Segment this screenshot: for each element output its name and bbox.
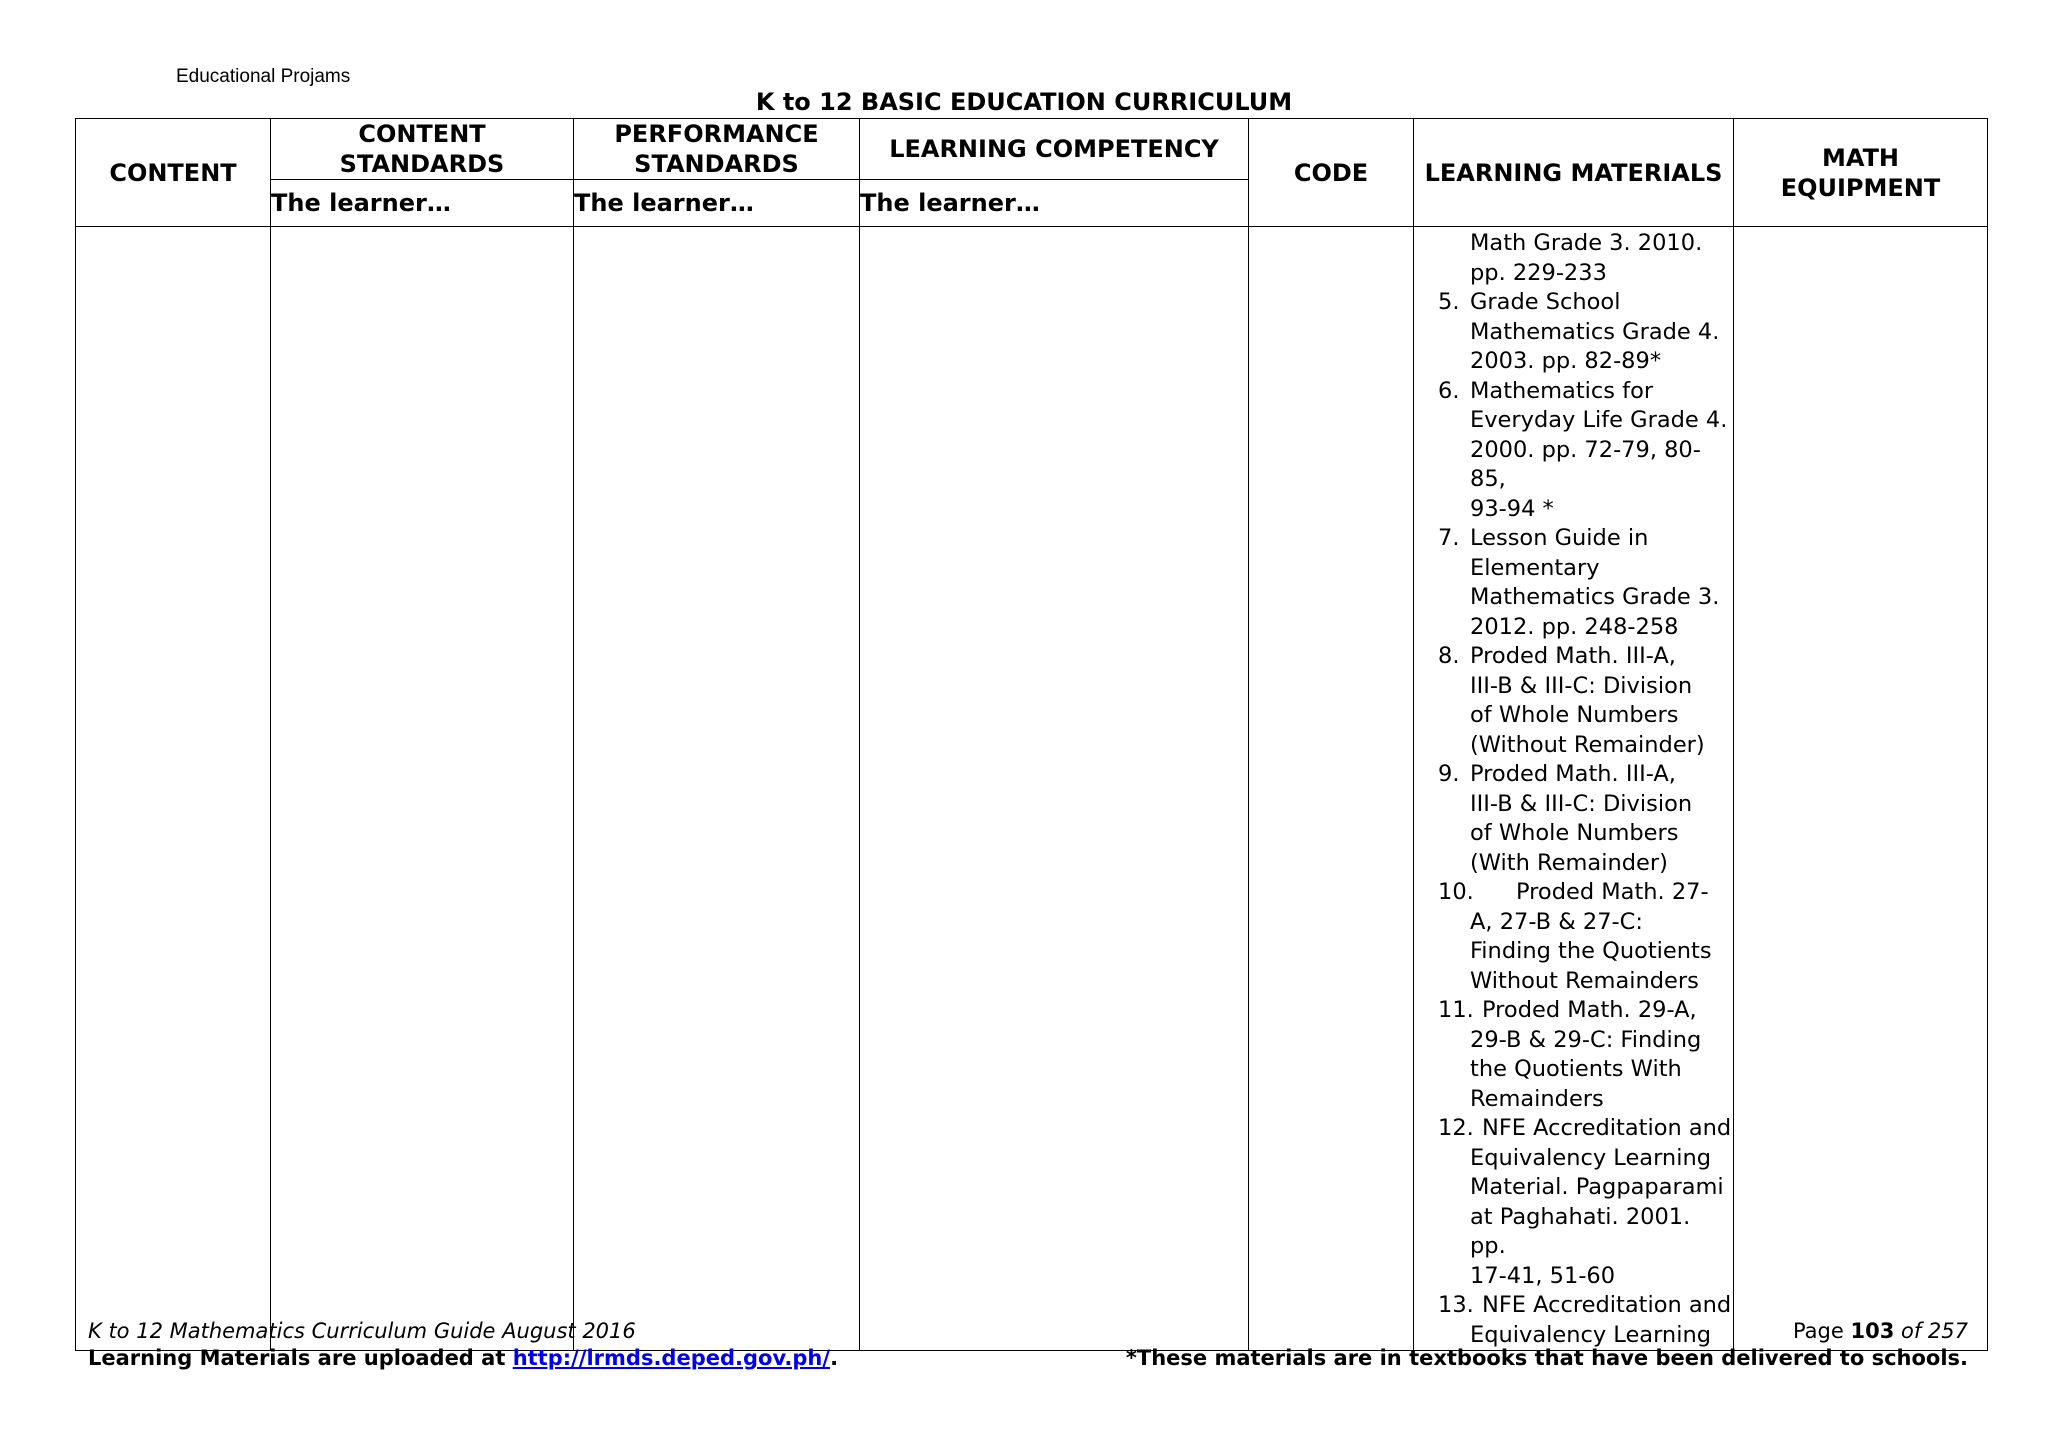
material-line: Mathematics Grade 4. xyxy=(1470,318,1720,345)
material-line: Grade School xyxy=(1470,289,1621,315)
material-item xyxy=(1438,642,1733,760)
material-number: 13. xyxy=(1438,1292,1474,1318)
material-line: of Whole Numbers xyxy=(1470,702,1679,728)
material-number: 10. xyxy=(1438,879,1474,905)
material-line: Equivalency Learning xyxy=(1470,1144,1711,1171)
footer-textbook-note: *These materials are in textbooks that have been delivered to schools. xyxy=(1125,1346,1968,1370)
materials-continuation-line: Math Grade 3. 2010. xyxy=(1470,230,1703,256)
material-line: 2012. pp. 248-258 xyxy=(1470,613,1679,640)
material-line: Material. Pagpaparami xyxy=(1470,1174,1724,1200)
learner-label-performance-standards: The learner… xyxy=(574,180,860,227)
learning-materials-list xyxy=(1414,227,1733,1350)
material-line: 93-94 * xyxy=(1470,495,1554,522)
material-line: (Without Remainder) xyxy=(1470,731,1705,758)
header-content-standards: CONTENT STANDARDS xyxy=(271,119,574,180)
material-number: 5. xyxy=(1438,289,1460,315)
material-item xyxy=(1438,878,1733,996)
material-line: Everyday Life Grade 4. xyxy=(1470,407,1728,433)
material-line: Proded Math. III-A, xyxy=(1470,643,1676,669)
material-number: 8. xyxy=(1438,643,1460,669)
page-indicator: Page 103 of 257 xyxy=(1792,1319,1968,1343)
material-line: Finding the Quotients xyxy=(1470,938,1712,964)
header-performance-standards: PERFORMANCE STANDARDS xyxy=(574,119,860,180)
header-content: CONTENT xyxy=(76,119,271,227)
material-line: Mathematics for xyxy=(1470,377,1654,404)
material-line: Proded Math. 27- xyxy=(1516,879,1709,905)
cell-learning-materials xyxy=(1414,227,1734,1351)
watermark-text: Educational Projams xyxy=(176,66,351,87)
material-line: Without Remainders xyxy=(1470,967,1699,994)
material-number: 7. xyxy=(1438,525,1460,551)
curriculum-table xyxy=(75,118,1988,1351)
document-title: K to 12 BASIC EDUCATION CURRICULUM xyxy=(755,88,1293,116)
material-line: the Quotients With xyxy=(1470,1056,1682,1082)
material-line: NFE Accreditation and xyxy=(1482,1292,1732,1318)
material-line: Elementary xyxy=(1470,554,1600,581)
material-line: Lesson Guide in xyxy=(1470,525,1649,551)
material-line: (With Remainder) xyxy=(1470,849,1668,876)
learner-label-learning-competency: The learner… xyxy=(860,180,1249,227)
material-line: 29-B & 29-C: Finding xyxy=(1470,1026,1702,1053)
material-line: 17-41, 51-60 xyxy=(1470,1262,1616,1289)
material-line: NFE Accreditation and xyxy=(1482,1115,1732,1141)
material-line: at Paghahati. 2001. pp. xyxy=(1470,1203,1691,1259)
footer-left xyxy=(88,1318,838,1372)
material-item xyxy=(1438,760,1733,878)
header-learning-competency: LEARNING COMPETENCY xyxy=(860,119,1249,180)
material-line: 2000. pp. 72-79, 80-85, xyxy=(1470,436,1701,492)
material-line: III-B & III-C: Division xyxy=(1470,790,1693,817)
material-line: Remainders xyxy=(1470,1085,1604,1112)
header-math-equipment: MATH EQUIPMENT xyxy=(1734,119,1988,227)
material-line: Mathematics Grade 3. xyxy=(1470,584,1720,610)
material-number: 11. xyxy=(1438,997,1474,1023)
material-number: 12. xyxy=(1438,1115,1474,1141)
header-learning-materials: LEARNING MATERIALS xyxy=(1414,119,1734,227)
material-line: 2003. pp. 82-89* xyxy=(1470,348,1662,374)
material-line: A, 27-B & 27-C: xyxy=(1470,908,1643,935)
material-item xyxy=(1438,288,1733,377)
material-line: III-B & III-C: Division xyxy=(1470,672,1693,699)
material-line: Proded Math. 29-A, xyxy=(1482,997,1697,1023)
cell-performance-standards xyxy=(574,227,860,1351)
cell-content xyxy=(76,227,271,1351)
material-number: 6. xyxy=(1438,377,1460,404)
material-item xyxy=(1438,377,1733,525)
material-item xyxy=(1438,524,1733,642)
material-item xyxy=(1438,996,1733,1114)
page-number: 103 xyxy=(1850,1319,1895,1343)
cell-learning-competency xyxy=(860,227,1249,1351)
footer-guide-title: K to 12 Mathematics Curriculum Guide August 2016 xyxy=(88,1319,636,1343)
material-number: 9. xyxy=(1438,761,1460,787)
footer-upload-note: Learning Materials are uploaded at http://lrmds.deped.gov.ph/. xyxy=(88,1346,839,1370)
header-code: CODE xyxy=(1249,119,1414,227)
footer-right xyxy=(1126,1318,1968,1372)
material-item xyxy=(1438,1114,1733,1291)
cell-math-equipment xyxy=(1734,227,1988,1351)
learner-label-content-standards: The learner… xyxy=(271,180,574,227)
cell-code xyxy=(1249,227,1414,1351)
lrmds-link[interactable]: http://lrmds.deped.gov.ph/ xyxy=(512,1346,831,1370)
material-line: Proded Math. III-A, xyxy=(1470,761,1676,787)
cell-content-standards xyxy=(271,227,574,1351)
materials-continuation-line: pp. 229-233 xyxy=(1470,259,1607,286)
material-line: of Whole Numbers xyxy=(1470,820,1679,846)
material-line: Equivalency Learning xyxy=(1470,1321,1711,1348)
